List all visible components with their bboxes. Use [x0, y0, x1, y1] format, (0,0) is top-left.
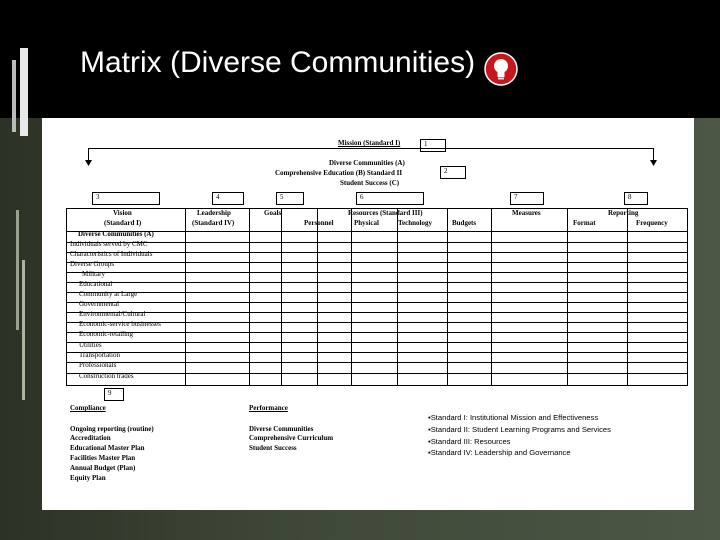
resources-header: Resources (Standard III) [348, 209, 423, 217]
physical-header: Physical [354, 219, 379, 227]
performance-item: Diverse Communities [249, 425, 314, 433]
row-label: Diverse Communities (A) [78, 230, 154, 238]
leadership-standard: (Standard IV) [192, 219, 235, 227]
row-label: Characteristics of Individuals [70, 250, 153, 258]
decorative-bar [16, 210, 19, 330]
student-success-label: Student Success (C) [340, 179, 400, 187]
comprehensive-education-label: Comprehensive Education (B) Standard II [275, 169, 403, 177]
reporting-header: Reporting [608, 209, 639, 217]
diverse-communities-label: Diverse Communities (A) [329, 159, 405, 167]
row-label: Professionals [79, 361, 117, 369]
box-number: 6 [356, 192, 424, 205]
lightbulb-icon [484, 52, 518, 86]
measures-header: Measures [512, 209, 541, 217]
box-number: 2 [440, 166, 466, 179]
performance-item: Comprehensive Curriculum [249, 434, 334, 442]
standard-item: ▪Standard III: Resources [428, 436, 511, 446]
budgets-header: Budgets [452, 219, 477, 227]
row-label: Environmental/Cultural [79, 310, 146, 318]
row-label: Economic-retailing [79, 330, 134, 338]
format-header: Format [573, 219, 596, 227]
matrix-table [66, 208, 688, 386]
performance-item: Student Success [249, 444, 297, 452]
arrow-down-icon [650, 160, 657, 166]
row-label: Military [82, 270, 105, 278]
row-label: Construction trades [79, 372, 134, 380]
performance-title: Performance [249, 404, 288, 412]
row-label: Individuals served by CMC [70, 240, 148, 248]
mission-label: Mission (Standard I) [338, 139, 401, 147]
box-number: 7 [510, 192, 544, 205]
frequency-header: Frequency [636, 219, 668, 227]
box-number: 3 [92, 192, 160, 205]
row-label: Transportation [79, 351, 120, 359]
row-label: Economic-service businesses [79, 320, 161, 328]
row-label: Governmental [79, 300, 120, 308]
ongoing-reporting: Ongoing reporting (routine) [70, 425, 154, 433]
arrow-down-icon [85, 160, 92, 166]
standard-item: ▪Standard IV: Leadership and Governance [428, 448, 571, 458]
row-label: Educational [79, 280, 113, 288]
connector-line [88, 148, 654, 149]
decorative-bar [12, 60, 16, 132]
box-number: 4 [212, 192, 244, 205]
standard-item: ▪Standard II: Student Learning Programs and Services [428, 424, 611, 434]
box-number: 1 [420, 139, 446, 152]
leadership-header: Leadership [197, 209, 231, 217]
compliance-item: Educational Master Plan [70, 444, 145, 452]
decorative-bar [22, 260, 25, 400]
annual-budget: Annual Budget (Plan) [70, 464, 136, 472]
compliance-item: Accreditation [70, 434, 111, 442]
standard-item: ▪Standard I: Institutional Mission and Effectiveness [428, 413, 599, 422]
row-label: Utilities [79, 341, 102, 349]
row-label: Diverse Groups [70, 260, 115, 268]
decorative-bar [20, 48, 28, 136]
box-number: 8 [624, 192, 648, 205]
box-number: 9 [104, 388, 124, 401]
personnel-header: Personnel [304, 219, 334, 227]
box-number: 5 [276, 192, 304, 205]
technology-header: Technology [398, 219, 432, 227]
row-label: Community at Large [79, 290, 138, 298]
compliance-title: Compliance [70, 404, 106, 412]
facilities-plan: Facilities Master Plan [70, 454, 136, 462]
standards-list [428, 412, 611, 459]
goals-header: Goals [264, 209, 282, 217]
slide-title: Matrix (Diverse Communities) [80, 46, 476, 79]
vision-header: Vision [113, 209, 132, 217]
equity-plan: Equity Plan [70, 474, 106, 482]
vision-standard: (Standard I) [104, 219, 142, 227]
